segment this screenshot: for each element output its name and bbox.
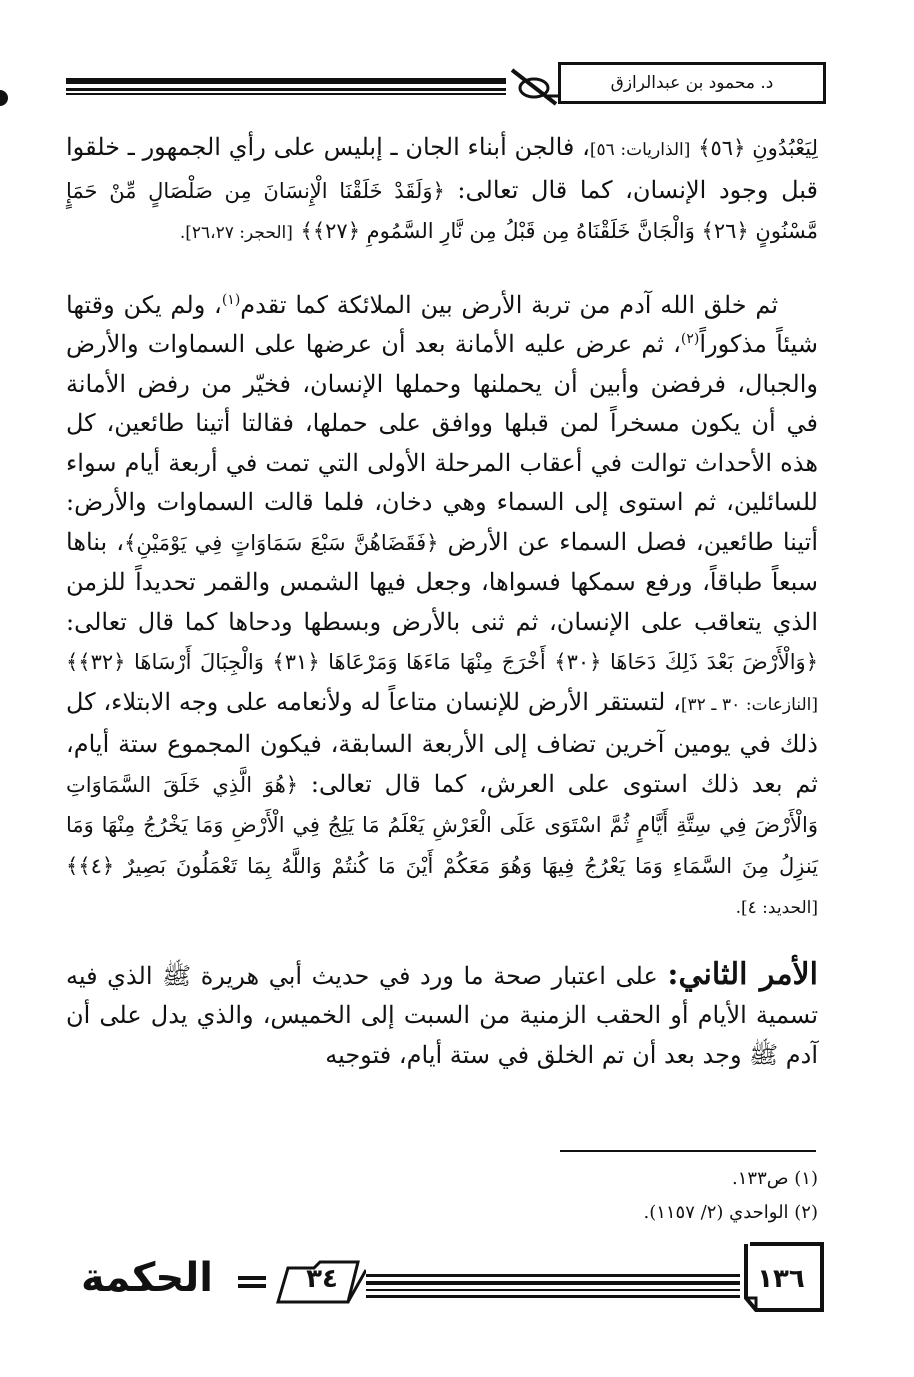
quran-verse: ﴿وَلَقَدْ خَلَقْنَا الْإِنسَانَ مِن صَلْصَالٍ مِّنْ حَمَإٍ مَّسْنُونٍ ﴿٢٦﴾ وَالْجَانَّ خَلَقْنَاهُ مِن قَبْلُ مِن نَّارِ السَّمُومِ ﴿٢٧﴾﴾ — [66, 178, 818, 243]
paragraph-text: ، بناها سبعاً طباقاً، ورفع سمكها فسواها، وجعل فيها الشمس والقمر تحديداً للزمن الذي يتعاقب على الإنسان، ثم ثنى بالأرض وبسطها ودحاها كما قال تعالى: — [66, 527, 818, 636]
footer-rule — [366, 1274, 740, 1298]
page-edge-mark — [0, 90, 8, 106]
paragraph-text: ثم خلق الله آدم من تربة الأرض بين الملائكة كما تقدم — [240, 290, 779, 319]
verse-reference: [الحديد: ٤]. — [735, 898, 818, 918]
verse-reference: [الحجر: ٢٦،٢٧]. — [179, 223, 293, 243]
author-name: د. محمود بن عبدالرازق — [558, 62, 826, 104]
header-rule — [66, 78, 506, 98]
footnote-marker-1: (١) — [221, 291, 241, 308]
paragraph-3 — [66, 955, 818, 1076]
page-number: ١٣٦ — [757, 1264, 805, 1294]
page-header — [66, 62, 826, 110]
paragraph-text: ، لتستقر الأرض للإنسان متاعاً له ولأنعامه على وجه الابتلاء، كل ذلك في يومين آخرين تضاف إلى الأربعة السابقة، فيكون المجموع ستة أيام، ثم بعد ذلك استوى على العرش، كما قال تعالى: — [66, 687, 818, 798]
magazine-logo: الحكمة — [81, 1255, 213, 1301]
paragraph-text: ، فالجن أبناء الجان ـ إبليس على رأي الجمهور ـ خلقوا قبل وجود الإنسان، كما قال تعالى: — [66, 133, 818, 204]
footnote-1: (١) ص١٣٣. — [732, 1168, 818, 1189]
footnote-marker-2: (٢) — [680, 331, 700, 347]
verse-reference: [النازعات: ٣٠ ـ ٣٢] — [680, 694, 818, 715]
paragraph-text: ، ثم عرض عليه الأمانة بعد أن عرضها على السماوات والأرض والجبال، فرفضن وأبين أن يحملنها وحملها الإنسان، فخيّر من رفض الأمانة في أن يكون مسخراً لمن قبلها ووافق على حملها، فقالتا أتينا طائعين، كل هذه الأحداث توالت في أعقاب المرحلة الأولى التي تمت في أربعة أيام سواء للسائلين، ثم استوى إلى السماء وهي دخان، فلما قالت السماوات والأرض: أتينا طائعين، فصل السماء عن الأرض — [66, 330, 819, 556]
quran-verse: ﴿وَالْأَرْضَ بَعْدَ ذَلِكَ دَحَاهَا ﴿٣٠﴾ أَخْرَجَ مِنْهَا مَاءَهَا وَمَرْعَاهَا ﴿٣١﴾ وَالْجِبَالَ أَرْسَاهَا ﴿٣٢﴾﴾ — [66, 650, 819, 674]
issue-number: ٣٤ — [306, 1264, 338, 1294]
quran-verse: لِيَعْبُدُونِ ﴿٥٦﴾ — [698, 136, 818, 160]
quran-verse: ﴿هُوَ الَّذِي خَلَقَ السَّمَاوَاتِ وَالْأَرْضَ فِي سِتَّةِ أَيَّامٍ ثُمَّ اسْتَوَى عَلَى الْعَرْشِ يَعْلَمُ مَا يَلِجُ فِي الْأَرْضِ وَمَا يَخْرُجُ مِنْهَا وَمَا يَنزِلُ مِنَ السَّمَاءِ وَمَا يَعْرُجُ فِيهَا وَهُوَ مَعَكُمْ أَيْنَ مَا كُنتُمْ وَاللَّهُ بِمَا تَعْمَلُونَ بَصِيرٌ ﴿٤﴾﴾ — [66, 772, 818, 878]
quran-verse: ﴿فَقَضَاهُنَّ سَبْعَ سَمَاوَاتٍ فِي يَوْمَيْنِ﴾ — [124, 530, 439, 555]
section-lead: الأمر الثاني: — [667, 956, 818, 992]
paragraph-text: على اعتبار صحة ما ورد في حديث أبي هريرة ﷺ الذي فيه تسمية الأيام أو الحقب الزمنية من السبت إلى الخميس، والذي يدل على أن آدم ﷺ وجد بعد أن تم الخلق في ستة أيام، فتوجيه — [66, 961, 818, 1069]
page-footer — [62, 1240, 824, 1316]
footer-ornament — [238, 1276, 266, 1292]
paragraph-2 — [66, 286, 818, 929]
footnote-rule — [560, 1150, 816, 1152]
paragraph-1 — [66, 128, 818, 254]
footnotes — [300, 1162, 818, 1230]
article-body — [66, 128, 818, 1075]
paragraph-text: ، ولم يكن وقتها شيئاً مذكوراً — [66, 290, 818, 358]
pen-icon — [506, 66, 562, 106]
footnote-2: (٢) الواحدي (٢/ ١١٥٧). — [643, 1202, 818, 1223]
verse-reference: [الذاريات: ٥٦] — [589, 140, 691, 160]
